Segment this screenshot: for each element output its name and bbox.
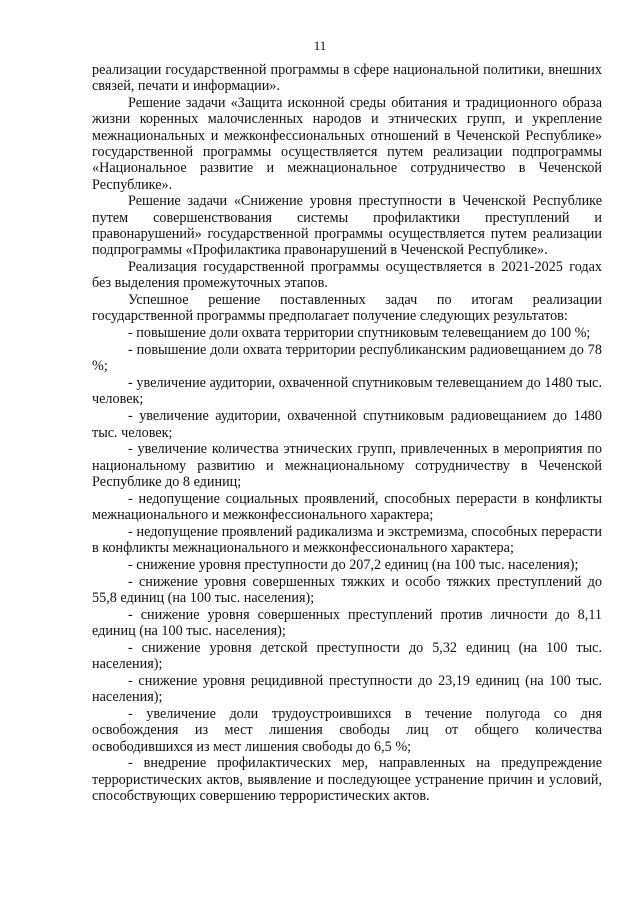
result-item: - снижение уровня детской преступности до 5,32 единиц (на 100 тыс. населения); bbox=[92, 639, 602, 673]
page-number: 11 bbox=[313, 38, 327, 53]
result-item: - увеличение аудитории, охваченной спутниковым телевещанием до 1480 тыс. человек; bbox=[92, 375, 602, 408]
result-item: - снижение уровня совершенных преступлений против личности до 8,11 единиц (на 100 тыс. населения); bbox=[92, 606, 602, 640]
paragraph-results-intro: Успешное решение поставленных задач по итогам реализации государственной программы предполагает получение следующих результатов: bbox=[92, 292, 602, 325]
result-item: - повышение доли охвата территории спутниковым телевещанием до 100 %; bbox=[128, 325, 591, 342]
paragraph-continuation: реализации государственной программы в сфере национальной политики, внешних связей, печати и информации». bbox=[92, 62, 602, 95]
result-item: - увеличение количества этнических групп, привлеченных в мероприятия по национальному развитию и межнациональному сотрудничеству в Чеченской Республике до 8 единиц; bbox=[92, 441, 602, 490]
paragraph-task-crime: Решение задачи «Снижение уровня преступности в Чеченской Республике путем совершенствования системы профилактики преступлений и правонарушений» государственной программы осуществляется путем реализации подпрограммы «Профилактика правонарушений в Чеченской Республике». bbox=[92, 193, 602, 259]
result-item: - снижение уровня совершенных тяжких и особо тяжких преступлений до 55,8 единиц (на 100 тыс. населения); bbox=[92, 573, 602, 606]
paragraph-implementation-period: Реализация государственной программы осуществляется в 2021-2025 годах без выделения промежуточных этапов. bbox=[92, 259, 602, 292]
result-item: - повышение доли охвата территории республиканским радиовещанием до 78 %; bbox=[92, 342, 602, 375]
result-item: - снижение уровня преступности до 207,2 единиц (на 100 тыс. населения); bbox=[128, 556, 579, 573]
paragraph-task-indigenous: Решение задачи «Защита исконной среды обитания и традиционного образа жизни коренных малочисленных народов и этнических групп, и укрепление межнациональных и межконфессиональных отношений в Чеченской Республике» государственной программы осуществляется путем реализации подпрограммы «Национальное развитие и межнациональное сотрудничество в Чеченской Республике». bbox=[92, 95, 602, 193]
document-body bbox=[92, 62, 602, 805]
result-item: - внедрение профилактических мер, направленных на предупреждение террористических актов, выявление и последующее устранение причин и условий, способствующих совершению террористических актов. bbox=[92, 755, 602, 805]
result-item: - недопущение проявлений радикализма и экстремизма, способных перерасти в конфликты межнационального и межконфессионального характера; bbox=[92, 523, 602, 557]
result-item: - снижение уровня рецидивной преступности до 23,19 единиц (на 100 тыс. населения); bbox=[92, 672, 602, 706]
result-item: - увеличение аудитории, охваченной спутниковым радиовещанием до 1480 тыс. человек; bbox=[92, 408, 602, 441]
result-item: - недопущение социальных проявлений, способных перерасти в конфликты межнационального и межконфессионального характера; bbox=[92, 490, 602, 524]
result-item: - увеличение доли трудоустроившихся в течение полугода со дня освобождения из мест лишения свободы лиц от общего количества освободившихся из мест лишения свободы до 6,5 %; bbox=[92, 706, 602, 755]
